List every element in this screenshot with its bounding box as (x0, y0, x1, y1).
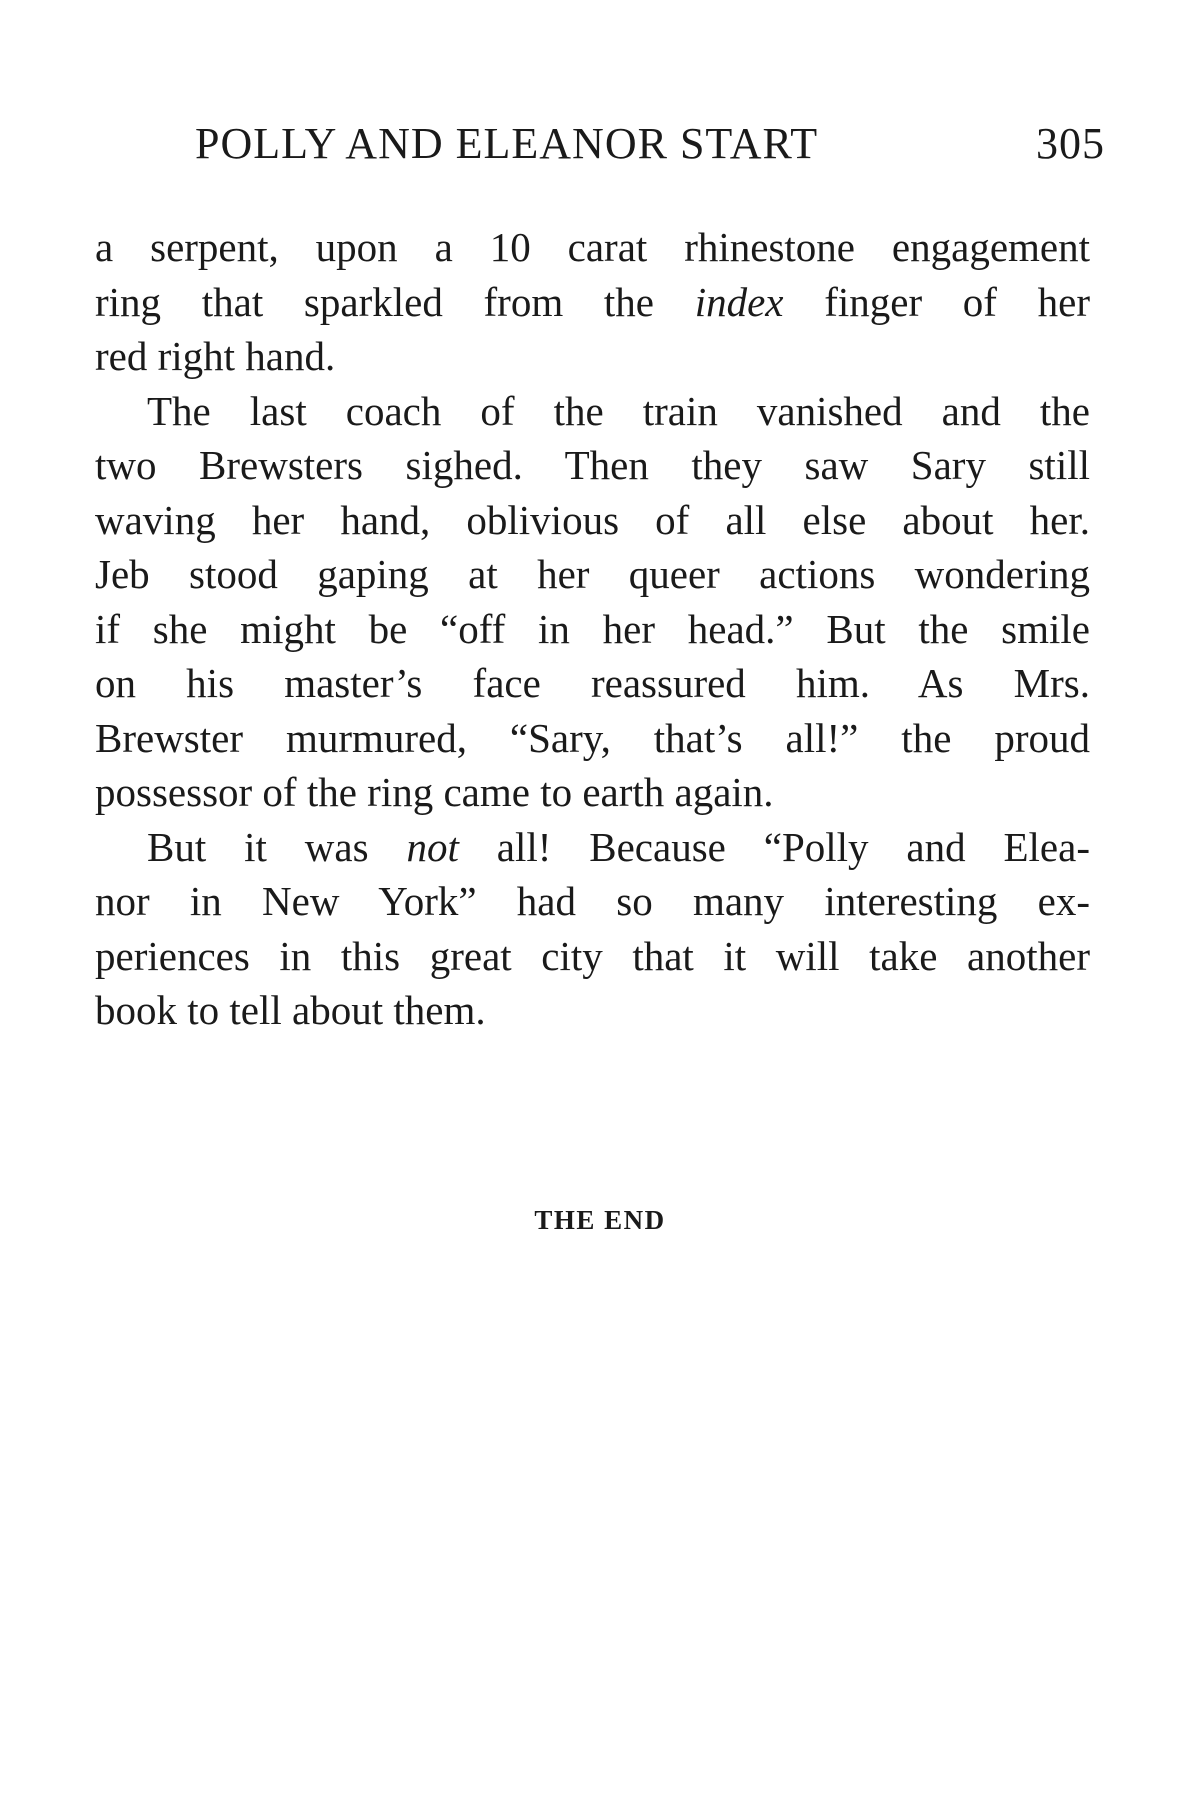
text-line: Brewster murmured, “Sary, that’s all!” the proud (95, 714, 1090, 761)
chapter-title: POLLY AND ELEANOR START (195, 119, 819, 168)
italic-word: index (694, 278, 784, 325)
text-line: possessor of the ring came to earth again. (95, 769, 774, 815)
text-line: Jeb stood gaping at her queer actions wondering (95, 551, 1090, 597)
running-head (195, 118, 1105, 178)
the-end-label: THE END (534, 1205, 666, 1235)
text-line: on his master’s face reassured him. As Mrs. (95, 660, 1090, 706)
text-line (95, 275, 1090, 330)
page-number: 305 (1036, 119, 1105, 168)
text-line (95, 820, 1090, 875)
text-segment: all! Because “Polly and Elea- (458, 823, 1090, 870)
text-line: if she might be “off in her head.” But the smile (95, 605, 1090, 652)
paragraph-1 (95, 220, 1090, 384)
text-segment: But it was (147, 823, 407, 870)
italic-word: not (406, 823, 459, 870)
text-segment: finger of her (783, 278, 1090, 325)
text-line: a serpent, upon a 10 carat rhinestone engagement (95, 224, 1090, 270)
text-line: two Brewsters sighed. Then they saw Sary still (95, 442, 1090, 488)
text-line: The last coach of the train vanished and the (147, 387, 1090, 434)
text-line: waving her hand, oblivious of all else about her. (95, 496, 1090, 543)
text-line: nor in New York” had so many interesting ex- (95, 878, 1090, 924)
text-segment: ring that sparkled from the (95, 278, 695, 325)
text-line: book to tell about them. (95, 987, 486, 1033)
paragraph-2 (95, 384, 1090, 820)
text-line: red right hand. (95, 333, 336, 379)
paragraph-3 (95, 820, 1090, 1038)
body-text (95, 220, 1090, 1038)
text-line: periences in this great city that it will take another (95, 932, 1090, 979)
